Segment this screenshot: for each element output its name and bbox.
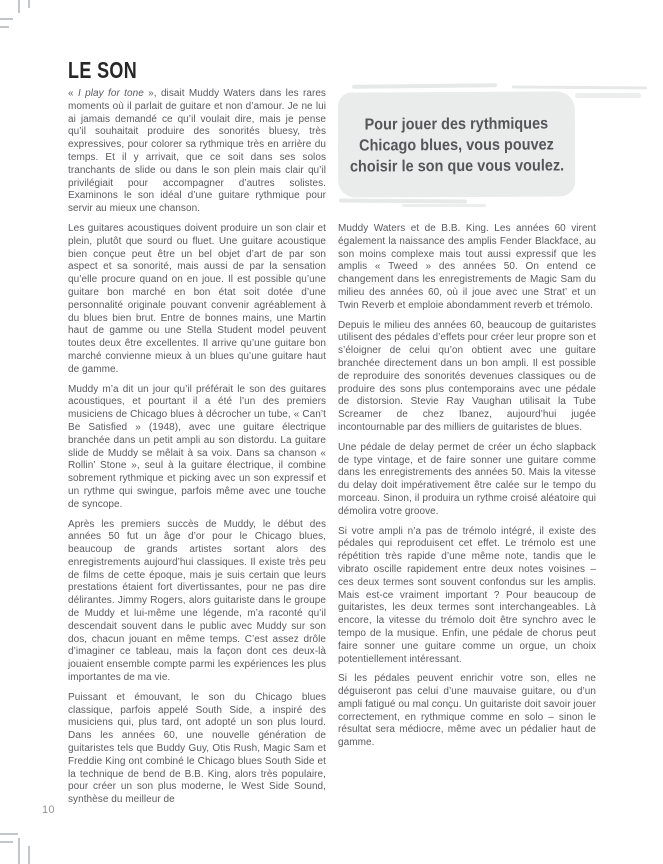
body-paragraph: Si votre ampli n’a pas de trémolo intégré, il existe des pédales qui reproduisent cet effet. Le trémolo est une répétition très rapide d’une même note, tandis que le vibrato oscille rapidement entre deux notes voisines – ces deux termes sont souvent confondus sur les amplis. Mais est-ce vraiment important ? Pour beaucoup de guitaristes, les deux termes sont interchangeables. Là encore, la vitesse du trémolo doit être synchro avec le tempo de la musique. Enfin, une pédale de chorus peut faire sonner une guitare comme un orgue, un choix potentiellement intéressant. [338,525,596,665]
trim-mark [0,841,13,843]
body-paragraph: Si les pédales peuvent enrichir votre son, elles ne déguiseront pas celui d’une mauvaise guitare, ou d’un ampli fatigué ou mal conçu. Un guitariste doit savoir jouer correctement, en rythmique comme en solo – sinon le résultat sera médiocre, même avec un pédalier haut de gamme. [338,673,596,749]
trim-mark [0,18,13,20]
callout-line: choisir le son que vous voulez. [349,157,565,176]
body-paragraph: Muddy m’a dit un jour qu’il préférait le son des guitares acoustiques, et pourtant il a été l’un des premiers musiciens de Chicago blues à décrocher un tube, « Can’t Be Satisfied » (1948), avec une guitare électrique branchée dans un petit ampli au son distordu. La guitare slide de Muddy se mêlait à sa voix. Dans sa chanson « Rollin’ Stone », seul à la guitare électrique, il combine sobrement rythmique et picking avec un son expressif et un rythme qui swingue, parfois même avec une touche de syncope. [68,383,326,510]
page-title: LE SON [68,57,138,83]
body-paragraph: Les guitares acoustiques doivent produire un son clair et plein, plutôt que sourd ou fluet. Une guitare acoustique bien conçue peut être un bel objet d’art de par son aspect et sa sonorité, mais aussi de par la sensation qu’elle procure quand on en joue. Il est possible qu’une guitare bon marché en bon état soit dotée d’une personnalité originale pouvant convenir agréablement à du blues bien brut. Entre de bonnes mains, une Martin haut de gamme ou une Stella Student model peuvent toutes deux être excellentes. Il arrive qu’une guitare bon marché convienne mieux à un blues qu’une guitare haut de gamme. [68,222,326,375]
callout-line: Pour jouer des rythmiques [364,115,549,134]
trim-mark [28,846,30,864]
body-paragraph: Après les premiers succès de Muddy, le début des années 50 fut un âge d’or pour le Chicago blues, beaucoup de grands artistes sortant alors des enregistrements aujourd’hui classiques. Il existe très peu de films de cette époque, mais je suis certain que leurs prestations étaient fort divertissantes, pour ne pas dire délirantes. Jimmy Rogers, alors guitariste dans le groupe de Muddy et lui-même une légende, m’a raconté qu’il descendait souvent dans le public avec Muddy sur son dos, chacun jouant en même temps. C’est assez drôle d’imaginer ce tableau, mais la façon dont ces deux-là jouaient ensemble compte parmi les expériences les plus importantes de ma vie. [68,518,326,684]
right-column [338,88,596,750]
body-paragraph: Muddy Waters et de B.B. King. Les années 60 virent également la naissance des amplis Fender Blackface, au son moins complexe mais tout aussi expressif que les amplis « Tweed » des années 50. On entend ce changement dans les enregistrements de Magic Sam du milieu des années 60, où il joue avec une Strat’ et un Twin Reverb et emploie abondamment reverb et trémolo. [338,223,596,311]
callout-line: Chicago blues, vous pouvez [359,136,554,155]
body-paragraph: Puissant et émouvant, le son du Chicago blues classique, parfois appelé South Side, a inspiré des musiciens qui, plus tard, ont adopté un son plus lourd. Dans les années 60, une nouvelle génération de guitaristes tels que Buddy Guy, Otis Rush, Magic Sam et Freddie King ont combiné le Chicago blues South Side et la technique de bend de B.B. King, alors très populaire, pour créer un son plus moderne, le West Side Sound, synthèse du meilleur de [68,691,326,806]
page-number: 10 [42,804,55,816]
trim-mark [28,0,30,8]
paragraph-text: », disait Muddy Waters dans les rares moments où il parlait de guitare et non d’amour. Je ne lui ai jamais demandé ce qu’il voulait dire, mais je pense qu’il souhaitait produire des sonorités bluesy, très expressives, pour colorer sa rythmique très en arrière du temps. Et il y arrivait, que ce soit dans ses solos tranchants de slide ou dans le son plein mais clair qu’il privilégiait pour accompagner d’autres solistes. Examinons le son idéal d’une guitare rythmique pour servir au mieux une chanson. [68,88,326,215]
callout-box [338,91,576,197]
italic-phrase: I play for tone [77,88,144,99]
body-paragraph [68,88,326,216]
trim-mark [18,838,20,864]
trim-mark [18,0,20,13]
body-paragraph: Une pédale de delay permet de créer un écho slapback de type vintage, et de faire sonner une guitare comme dans les enregistrements des années 50. Mais la vitesse du delay doit impérativement être calée sur le tempo du morceau. Sinon, il produira un rythme croisé aléatoire qui démolira votre groove. [338,441,596,517]
quote-open: « [68,88,78,99]
left-column [68,88,326,807]
trim-mark [0,26,9,28]
trim-mark [0,833,18,835]
body-paragraph: Depuis le milieu des années 60, beaucoup de guitaristes utilisent des pédales d’effets pour créer leur propre son et s’éloigner de celui qu’on obtient avec une guitare branchée directement dans un bon ampli. Il est possible de reproduire des sonorités devenues classiques ou de produire des sons plus contemporains avec une pédale de distorsion. Stevie Ray Vaughan utilisait la Tube Screamer de chez Ibanez, aujourd’hui jugée incontournable par des milliers de guitaristes de blues. [338,319,596,433]
